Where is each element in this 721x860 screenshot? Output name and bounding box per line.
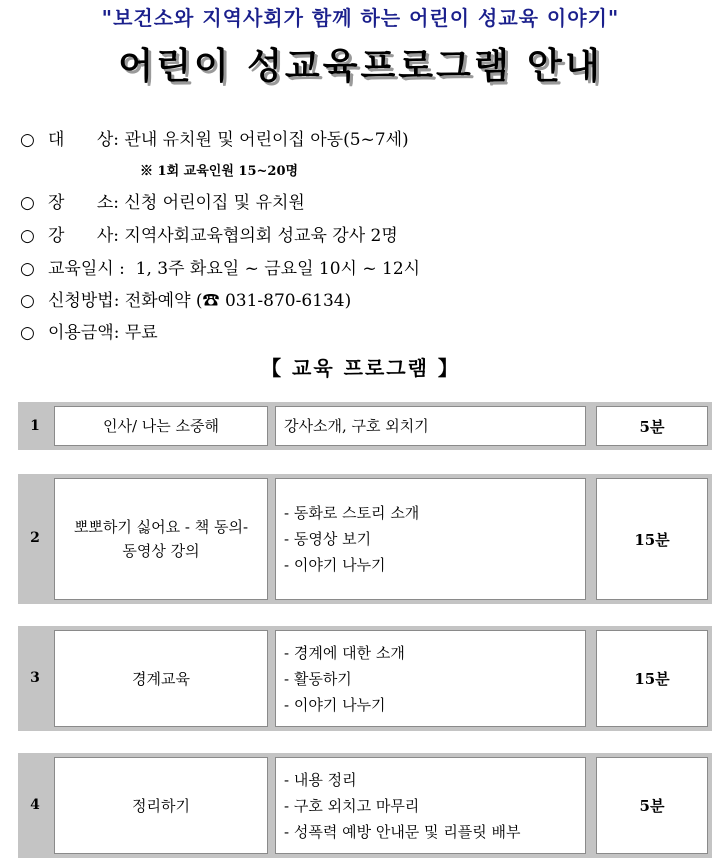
program-content <box>275 478 586 600</box>
info-label: 강 사 <box>48 226 114 246</box>
info-value: : 전화예약 (☎ 031-870-6134) <box>113 291 352 311</box>
program-row <box>18 753 712 858</box>
circle-bullet-icon: ○ <box>20 259 35 279</box>
program-number: 2 <box>30 530 40 546</box>
info-apply <box>20 291 351 311</box>
info-schedule <box>20 259 420 279</box>
content-line: - 동영상 보기 <box>284 530 372 548</box>
info-label: 교육일시 <box>48 259 114 279</box>
program-content <box>275 630 586 727</box>
content-line: - 경계에 대한 소개 <box>284 643 405 662</box>
program-number: 1 <box>30 418 40 434</box>
program-title: 뽀뽀하기 싫어요 - 책 동의- 동영상 강의 <box>54 478 268 600</box>
info-label: 이용금액 <box>48 323 114 343</box>
circle-bullet-icon: ○ <box>20 130 35 150</box>
program-content <box>275 406 586 446</box>
info-place <box>20 193 305 213</box>
page-title: 어린이 성교육프로그램 안내 <box>118 46 603 87</box>
program-number: 4 <box>30 797 40 813</box>
program-time: 15분 <box>596 630 708 727</box>
info-value: : 1, 3주 화요일 ~ 금요일 10시 ~ 12시 <box>113 259 421 279</box>
content-line: - 내용 정리 <box>284 770 357 789</box>
program-title: 인사/ 나는 소중해 <box>54 406 268 446</box>
program-time: 5분 <box>596 406 708 446</box>
circle-bullet-icon: ○ <box>20 193 35 213</box>
info-label: 장 소 <box>48 193 114 213</box>
content-line: - 이야기 나누기 <box>284 556 386 574</box>
info-label: 신청방법 <box>48 291 114 311</box>
circle-bullet-icon: ○ <box>20 323 35 343</box>
info-value: : 지역사회교육협의회 성교육 강사 2명 <box>113 226 398 246</box>
program-row <box>18 402 712 450</box>
info-value: : 신청 어린이집 및 유치원 <box>113 193 305 213</box>
program-number: 3 <box>30 670 40 686</box>
info-instructor <box>20 226 398 246</box>
program-title: 정리하기 <box>54 757 268 854</box>
content-line: - 구호 외치고 마무리 <box>284 796 420 815</box>
circle-bullet-icon: ○ <box>20 226 35 246</box>
content-line: - 이야기 나누기 <box>284 695 386 714</box>
section-title: 【 교육 프로그램 】 <box>261 356 460 380</box>
subtitle: "보건소와 지역사회가 함께 하는 어린이 성교육 이야기" <box>101 6 620 30</box>
program-time: 15분 <box>596 478 708 600</box>
content-line: - 활동하기 <box>284 669 352 688</box>
circle-bullet-icon: ○ <box>20 291 35 311</box>
info-label: 대 상 <box>48 130 114 150</box>
info-value: : 무료 <box>113 323 158 343</box>
info-fee <box>20 323 158 343</box>
content-line: - 성폭력 예방 안내문 및 리플릿 배부 <box>284 822 521 841</box>
capacity-note: ※ 1회 교육인원 15~20명 <box>140 164 299 179</box>
info-value: : 관내 유치원 및 어린이집 아동(5~7세) <box>113 130 409 150</box>
program-time: 5분 <box>596 757 708 854</box>
program-title: 경계교육 <box>54 630 268 727</box>
info-target <box>20 130 409 150</box>
program-row <box>18 474 712 604</box>
program-row <box>18 626 712 731</box>
content-line: - 동화로 스토리 소개 <box>284 504 420 522</box>
content-line: 강사소개, 구호 외치기 <box>284 417 429 435</box>
program-content <box>275 757 586 854</box>
